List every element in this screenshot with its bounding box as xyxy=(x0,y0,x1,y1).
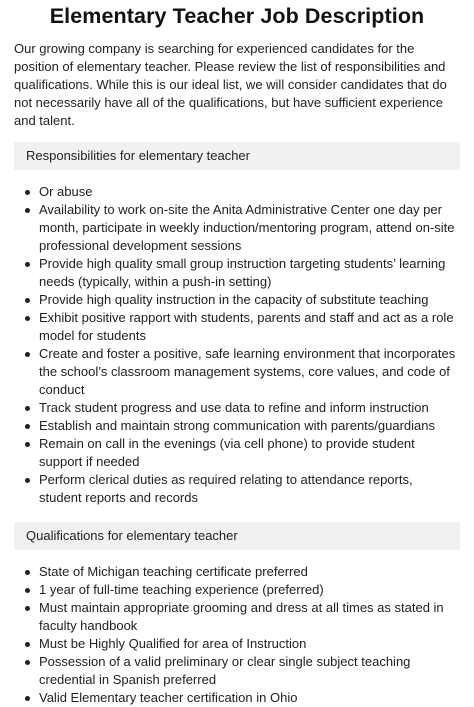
responsibilities-section xyxy=(14,142,460,507)
qualifications-header xyxy=(14,522,460,550)
list-item: Must be Highly Qualified for area of Instruction xyxy=(39,635,460,653)
page-title: Elementary Teacher Job Description xyxy=(49,4,425,28)
list-item: Remain on call in the evenings (via cell phone) to provide student support if needed xyxy=(39,435,460,471)
list-item: Exhibit positive rapport with students, parents and staff and act as a role model for students xyxy=(39,309,460,345)
list-item: Availability to work on-site the Anita Administrative Center one day per month, participate in weekly induction/mentoring program, attend on-site professional development sessions xyxy=(39,201,460,255)
list-item: 1 year of full-time teaching experience (preferred) xyxy=(39,581,460,599)
list-item: Perform clerical duties as required relating to attendance reports, student reports and records xyxy=(39,471,460,507)
list-item: Create and foster a positive, safe learning environment that incorporates the school’s classroom management systems, core values, and code of conduct xyxy=(39,345,460,399)
list-item: Valid Elementary teacher certification in Ohio xyxy=(39,689,460,707)
qualifications-list xyxy=(14,563,460,707)
list-item: Establish and maintain strong communication with parents/guardians xyxy=(39,417,460,435)
list-item: Track student progress and use data to refine and inform instruction xyxy=(39,399,460,417)
list-item: Provide high quality small group instruction targeting students’ learning needs (typically, within a push-in setting) xyxy=(39,255,460,291)
qualifications-heading: Qualifications for elementary teacher xyxy=(26,528,238,543)
list-item: Or abuse xyxy=(39,183,460,201)
list-item: Possession of a valid preliminary or clear single subject teaching credential in Spanish preferred xyxy=(39,653,460,689)
responsibilities-list xyxy=(14,183,460,507)
list-item: Provide high quality instruction in the capacity of substitute teaching xyxy=(39,291,460,309)
intro-paragraph: Our growing company is searching for experienced candidates for the position of elementary teacher. Please review the list of responsibilities and qualifications. While this is our ideal list, we will consider candidates that do not necessarily have all of the qualifications, but have sufficient experience and talent. xyxy=(14,41,447,128)
list-item: State of Michigan teaching certificate preferred xyxy=(39,563,460,581)
responsibilities-heading: Responsibilities for elementary teacher xyxy=(26,148,250,163)
list-item: Must maintain appropriate grooming and dress at all times as stated in faculty handbook xyxy=(39,599,460,635)
responsibilities-header xyxy=(14,142,460,170)
qualifications-section xyxy=(14,522,460,707)
